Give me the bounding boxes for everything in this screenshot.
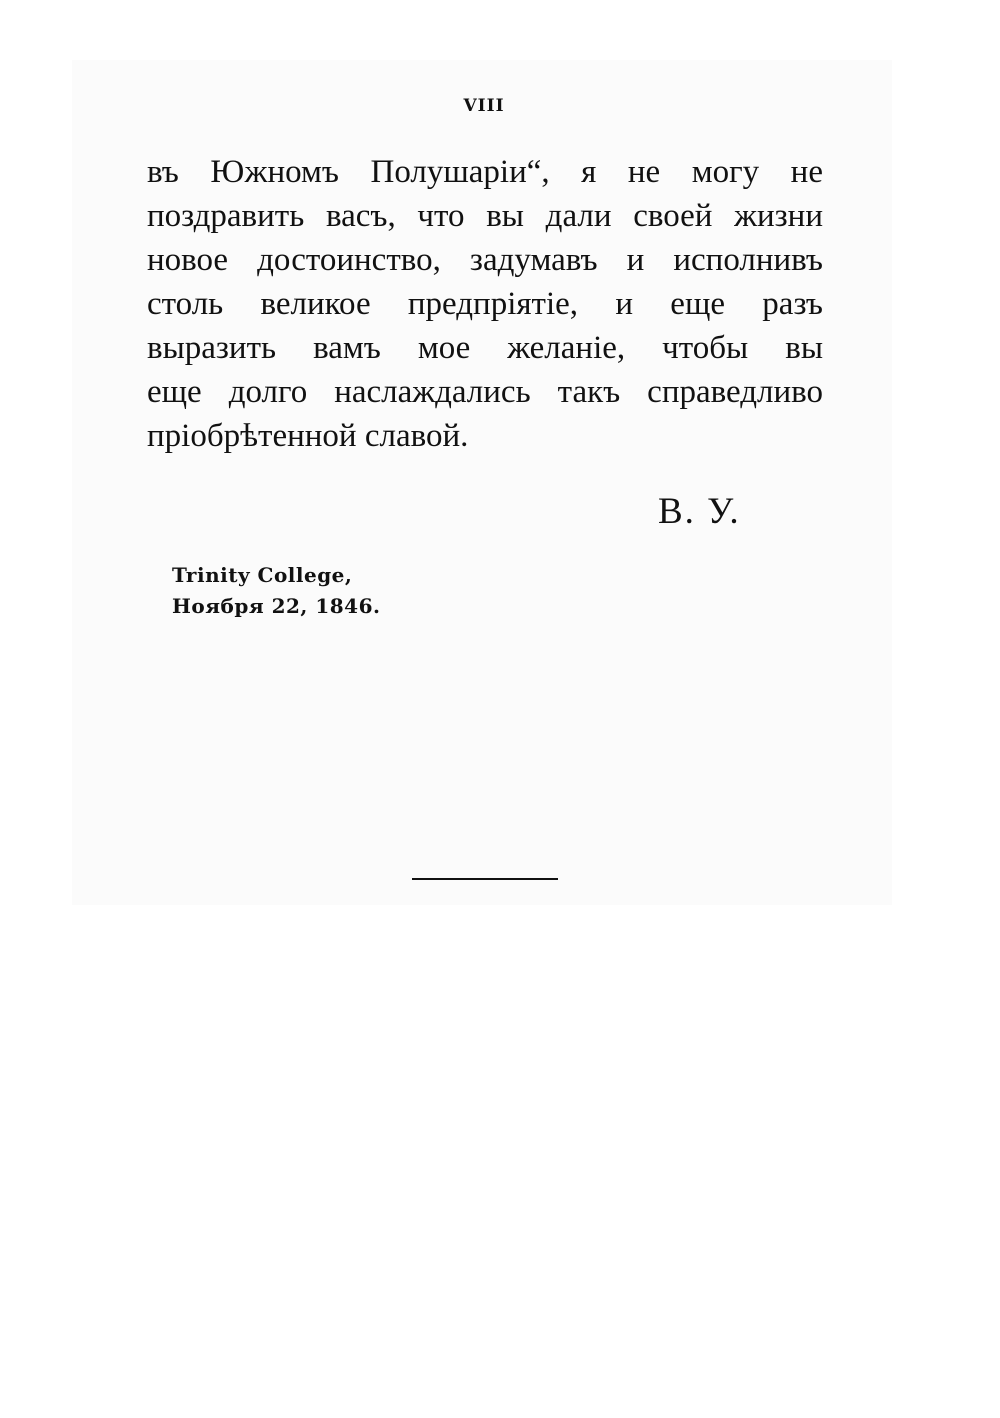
page-number: VIII: [463, 96, 505, 116]
body-paragraph: [147, 150, 823, 458]
text-line: пріобрѣтенной славой.: [147, 418, 469, 454]
place-and-date: [172, 560, 380, 622]
text-line: въ Южномъ Полушаріи“, я не могу не: [147, 154, 823, 190]
text-line: выразить вамъ мое желаніе, чтобы вы: [147, 330, 823, 366]
section-rule: [412, 878, 558, 880]
text-line: столь великое предпріятіе, и еще разъ: [147, 286, 823, 322]
place-line: Trinity College,: [172, 563, 353, 587]
text-line: новое достоинство, задумавъ и исполнивъ: [147, 242, 823, 278]
date-line: Ноября 22, 1846.: [172, 594, 381, 618]
signature-initials: В. У.: [658, 491, 741, 532]
text-line: поздравить васъ, что вы дали своей жизни: [147, 198, 823, 234]
text-line: еще долго наслаждались такъ справедливо: [147, 374, 823, 410]
